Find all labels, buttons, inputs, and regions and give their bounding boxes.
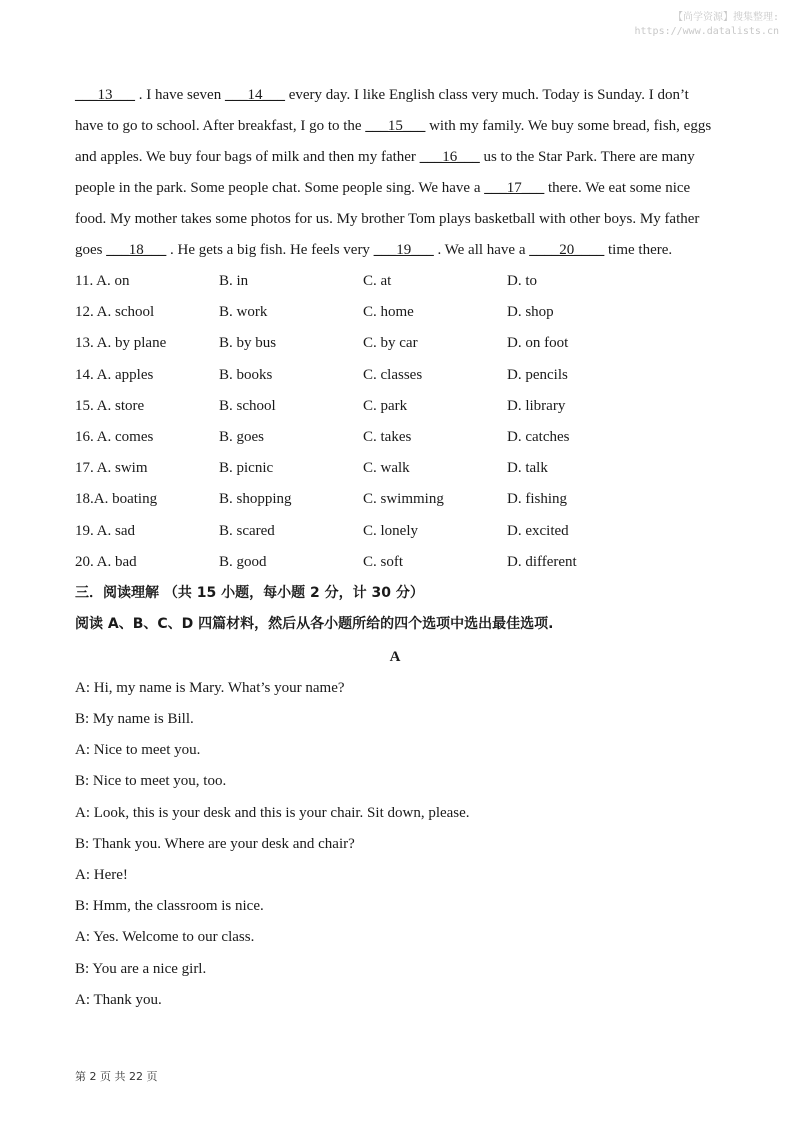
dialogue-line: A: Nice to meet you. bbox=[75, 742, 201, 759]
option-d: D. fishing bbox=[507, 491, 567, 508]
option-b: B. picnic bbox=[219, 460, 274, 477]
option-d: D. library bbox=[507, 397, 566, 414]
option-row bbox=[75, 422, 715, 453]
option-row bbox=[75, 516, 715, 547]
options-list bbox=[75, 266, 715, 578]
option-a: 19. A. sad bbox=[75, 522, 135, 539]
option-d: D. shop bbox=[507, 304, 554, 321]
cloze-blank: ___14___ bbox=[224, 87, 285, 103]
option-a: 17. A. swim bbox=[75, 460, 148, 477]
option-b: B. work bbox=[219, 304, 268, 321]
option-a: 20. A. bad bbox=[75, 553, 137, 570]
option-c: C. lonely bbox=[363, 522, 418, 539]
dialogue-line: A: Hi, my name is Mary. What’s your name? bbox=[75, 679, 345, 696]
section-title: 三．阅读理解 （共 15 小题，每小题 2 分，计 30 分） bbox=[75, 584, 424, 601]
option-row bbox=[75, 297, 715, 328]
option-a: 18.A. boating bbox=[75, 491, 158, 508]
page-content bbox=[75, 80, 715, 1016]
option-d: D. talk bbox=[507, 460, 548, 477]
cloze-blank: ___13___ bbox=[75, 87, 135, 103]
cloze-text: . I have seven bbox=[135, 87, 225, 103]
cloze-blank: ____20____ bbox=[529, 242, 605, 258]
cloze-blank: ___17___ bbox=[484, 180, 545, 196]
option-c: C. takes bbox=[363, 429, 412, 446]
option-b: B. school bbox=[219, 397, 276, 414]
cloze-text: with my family. We buy some bread, fish, eggs and apples. We buy four bags of milk and then my father bbox=[75, 118, 712, 165]
option-b: B. in bbox=[219, 273, 249, 290]
option-c: C. by car bbox=[363, 335, 418, 352]
cloze-blank: ___18___ bbox=[106, 242, 167, 258]
option-row bbox=[75, 266, 715, 297]
option-c: C. at bbox=[363, 273, 392, 290]
dialogue bbox=[75, 673, 715, 1016]
option-a: 13. A. by plane bbox=[75, 335, 167, 352]
page-footer: 第 2 页 共 22 页 bbox=[75, 1070, 158, 1083]
option-a: 12. A. school bbox=[75, 304, 155, 321]
cloze-text: time there. bbox=[604, 242, 673, 258]
dialogue-line: A: Here! bbox=[75, 867, 128, 883]
option-row bbox=[75, 360, 715, 391]
option-d: D. on foot bbox=[507, 335, 569, 352]
dialogue-line: B: My name is Bill. bbox=[75, 711, 194, 728]
option-b: B. scared bbox=[219, 522, 275, 539]
dialogue-line: B: Thank you. Where are your desk and chair? bbox=[75, 835, 355, 852]
dialogue-line: A: Look, this is your desk and this is your chair. Sit down, please. bbox=[75, 804, 470, 821]
option-b: B. by bus bbox=[219, 335, 277, 352]
watermark-line-1: 【尚学资源】搜集整理: bbox=[672, 12, 779, 23]
cloze-text: . We all have a bbox=[433, 242, 530, 258]
watermark bbox=[635, 11, 780, 39]
passage-label: A bbox=[389, 648, 401, 665]
cloze-paragraph bbox=[75, 80, 715, 266]
option-a: 16. A. comes bbox=[75, 429, 154, 446]
option-a: 14. A. apples bbox=[75, 366, 154, 383]
option-c: C. park bbox=[363, 397, 408, 414]
cloze-blank: ___19___ bbox=[373, 242, 434, 258]
option-d: D. to bbox=[507, 273, 537, 290]
option-c: C. home bbox=[363, 304, 414, 321]
section-instruction: 阅读 A、B、C、D 四篇材料，然后从各小题所给的四个选项中选出最佳选项. bbox=[75, 615, 554, 632]
cloze-text: . He gets a big fish. He feels very bbox=[166, 242, 374, 258]
option-row bbox=[75, 484, 715, 515]
cloze-text: every day. I like English class very much. Today is Sunday. I don’t have to go to school. After breakfast, I go to the bbox=[75, 87, 689, 134]
option-b: B. shopping bbox=[219, 491, 292, 508]
option-b: B. goes bbox=[219, 429, 264, 446]
option-c: C. soft bbox=[363, 553, 404, 570]
option-c: C. walk bbox=[363, 460, 410, 477]
option-d: D. catches bbox=[507, 429, 570, 446]
option-a: 15. A. store bbox=[75, 397, 145, 414]
option-d: D. pencils bbox=[507, 366, 568, 383]
option-d: D. excited bbox=[507, 522, 569, 539]
option-b: B. good bbox=[219, 553, 267, 570]
cloze-text: there. We eat some nice food. My mother takes some photos for us. My brother Tom plays basketball with other boys. My father goes bbox=[75, 180, 700, 258]
dialogue-line: B: Nice to meet you, too. bbox=[75, 773, 227, 790]
option-c: C. classes bbox=[363, 366, 423, 383]
dialogue-line: B: Hmm, the classroom is nice. bbox=[75, 898, 264, 915]
option-row bbox=[75, 547, 715, 578]
cloze-blank: ___16___ bbox=[419, 149, 480, 165]
dialogue-line: A: Thank you. bbox=[75, 991, 162, 1008]
option-b: B. books bbox=[219, 366, 273, 383]
dialogue-line: B: You are a nice girl. bbox=[75, 960, 207, 977]
option-row bbox=[75, 391, 715, 422]
option-row bbox=[75, 453, 715, 484]
watermark-line-2: https://www.datalists.cn bbox=[634, 26, 779, 37]
option-row bbox=[75, 328, 715, 359]
option-d: D. different bbox=[507, 553, 577, 570]
dialogue-line: A: Yes. Welcome to our class. bbox=[75, 929, 255, 946]
option-a: 11. A. on bbox=[75, 273, 130, 290]
cloze-text: us to the Star Park. There are many people in the park. Some people chat. Some people sing. We have a bbox=[75, 149, 695, 196]
cloze-blank: ___15___ bbox=[365, 118, 426, 134]
option-c: C. swimming bbox=[363, 491, 444, 508]
